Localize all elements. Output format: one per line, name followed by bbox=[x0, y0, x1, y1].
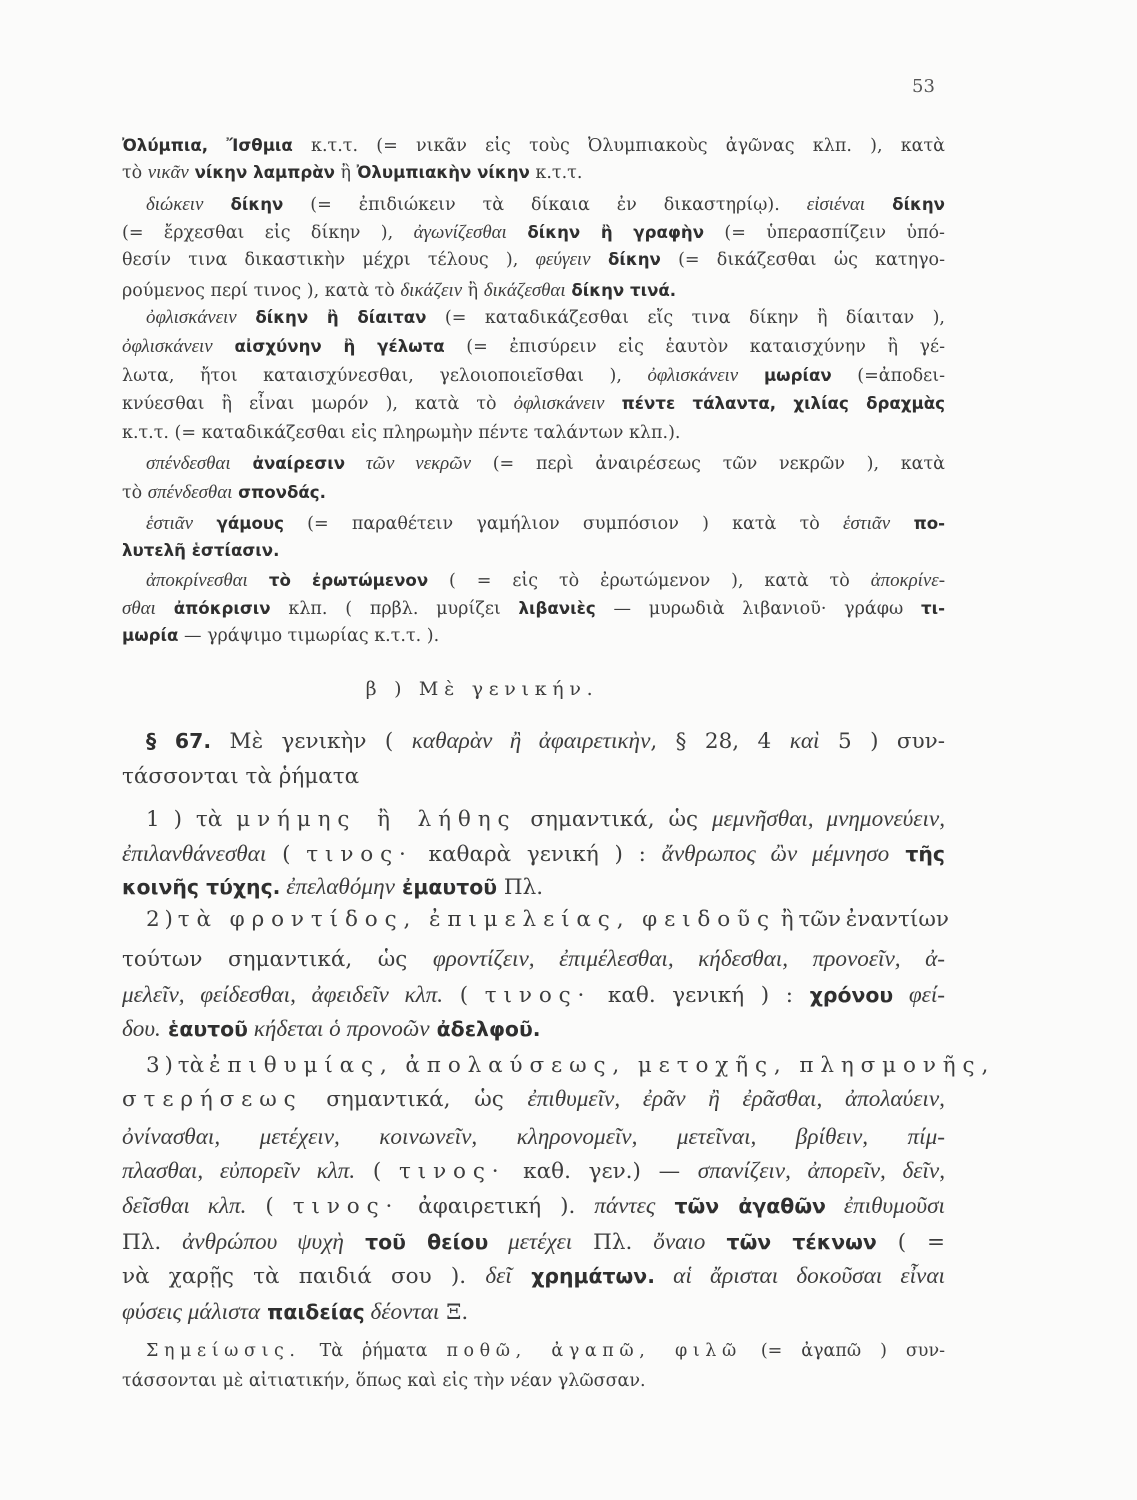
text: ( = εἰς τὸ ἐρωτώμενον ), κατὰ τὸ bbox=[428, 571, 871, 591]
text-line bbox=[122, 1193, 945, 1221]
text: ( bbox=[266, 842, 307, 867]
italic-text: εἰσιέναι bbox=[806, 194, 866, 215]
text: ἢ τῶν ἐναντίων bbox=[775, 907, 949, 932]
text-line bbox=[122, 1086, 945, 1114]
italic-text: ἐπιθυμεῖν, ἐρᾶν ἢ ἐρᾶσθαι, ἀπολαύειν, bbox=[527, 1086, 945, 1112]
text-line bbox=[146, 513, 945, 536]
italic-text: ἐπελαθόμην bbox=[280, 874, 395, 900]
text: ἀφαιρετική ). bbox=[399, 1194, 595, 1219]
text-line bbox=[122, 764, 945, 790]
spaced-text: τινος· bbox=[292, 1194, 400, 1219]
spaced-text: τινος· bbox=[399, 1159, 506, 1184]
bold-text: ἀναίρεσιν bbox=[230, 454, 346, 473]
spaced-text: μνήμης ἢ λήθης bbox=[236, 807, 517, 832]
bold-text: δίκην bbox=[590, 250, 661, 269]
section-heading: β ) Μὲ γενικήν. bbox=[365, 678, 599, 700]
bold-text: γάμους bbox=[193, 514, 284, 533]
spaced-text: τινος· bbox=[306, 842, 413, 867]
text-line bbox=[122, 280, 945, 303]
italic-text: ἐπιθυμοῦσι bbox=[825, 1193, 945, 1219]
text: — γράψιμο τιμωρίας κ.τ.τ. ). bbox=[178, 626, 440, 646]
spaced-text: ποθῶ, ἀγαπῶ, φιλῶ bbox=[446, 1341, 742, 1361]
italic-text: αἱ ἄρισται δοκοῦσαι εἶναι bbox=[654, 1263, 945, 1289]
text: ( bbox=[355, 1159, 399, 1184]
text: Πλ. bbox=[497, 875, 544, 900]
text: 1 ) τὰ bbox=[146, 807, 237, 832]
italic-text: ἐπιλανθάνεσθαι bbox=[122, 841, 267, 867]
italic-text: φεύγειν bbox=[535, 249, 591, 270]
bold-text: μωρίαν bbox=[738, 366, 832, 385]
italic-text: ἑστιᾶν bbox=[843, 513, 891, 534]
text-line bbox=[122, 626, 945, 647]
text: Πλ. bbox=[572, 1230, 654, 1255]
bold-text: δίκην τινά. bbox=[565, 281, 677, 300]
italic-text: δικάζεσθαι bbox=[483, 280, 566, 301]
text-line bbox=[146, 907, 949, 933]
text: νὰ χαρῇς τὰ παιδιά σου ). bbox=[122, 1264, 486, 1289]
bold-text: μωρία bbox=[122, 626, 179, 645]
spaced-text: ἐπιθυμίας, ἀπολαύσεως, μετοχῆς, πλησμονῆς, bbox=[208, 1053, 996, 1078]
text-line bbox=[122, 874, 945, 902]
italic-text: μελεῖν, φείδεσθαι, ἀφειδεῖν κλπ. bbox=[122, 982, 444, 1008]
text: θεσίν τινα δικαστικὴν μέχρι τέλους ), bbox=[122, 250, 536, 270]
bold-text: πο- bbox=[890, 514, 946, 533]
text: ρούμενος περί τινος ), κατὰ τὸ bbox=[122, 281, 401, 301]
text: καθαρὰ γενική ) : bbox=[412, 842, 662, 867]
italic-text: ἀνθρώπου ψυχὴ bbox=[182, 1229, 344, 1255]
bold-text: δίκην bbox=[203, 195, 284, 214]
text: (= ἐπισύρειν εἰς ἑαυτὸν καταισχύνην ἢ γέ- bbox=[444, 337, 945, 357]
text: τούτων σημαντικά, ὡς bbox=[122, 947, 433, 972]
text-line bbox=[146, 1053, 996, 1079]
bold-text: Ὀλύμπια, Ἴσθμια bbox=[122, 136, 293, 155]
spaced-text: Σημείωσις. bbox=[146, 1341, 301, 1361]
italic-text: δεῖ bbox=[485, 1263, 512, 1289]
italic-text: δέονται bbox=[364, 1299, 440, 1325]
bold-text: κοινῆς τύχης. bbox=[122, 875, 281, 899]
text: (= παραθέτειν γαμήλιον συμπόσιον ) κατὰ τὸ bbox=[283, 514, 844, 534]
text-line bbox=[146, 570, 945, 593]
italic-text: διώκειν bbox=[146, 194, 204, 215]
text: Πλ. bbox=[122, 1230, 183, 1255]
text: (= καταδικάζεσθαι εἴς τινα δίκην ἢ δίαιταν ), bbox=[426, 308, 945, 328]
text-line bbox=[122, 1016, 945, 1044]
text-line bbox=[122, 946, 945, 974]
italic-text: φεί- bbox=[893, 982, 945, 1008]
text: κλπ. ( πρβλ. μυρίζει bbox=[270, 599, 519, 619]
italic-text: ἄνθρωπος ὢν μέμνησο bbox=[661, 841, 890, 867]
text: , § 28, 4 bbox=[650, 729, 790, 754]
bold-text: τοῦ θείου bbox=[343, 1230, 489, 1254]
italic-text: ἀποκρίνεσθαι bbox=[146, 570, 248, 591]
text: (= δικάζεσθαι ὡς κατηγο- bbox=[660, 250, 945, 270]
text: Μὲ γενικὴν ( bbox=[211, 729, 412, 754]
spaced-text: τινος· bbox=[484, 983, 592, 1008]
bold-text: τῆς bbox=[889, 842, 945, 866]
italic-text: σπανίζειν, ἀπορεῖν, δεῖν, bbox=[697, 1158, 945, 1184]
text-line bbox=[122, 1299, 945, 1327]
text-line bbox=[122, 222, 945, 245]
bold-text: λιβανιὲς bbox=[518, 599, 596, 618]
bold-text: χρόνου bbox=[809, 983, 894, 1007]
text-line bbox=[122, 1124, 945, 1152]
italic-text: μετέχει bbox=[488, 1229, 573, 1255]
text: ἢ bbox=[462, 281, 484, 301]
text: (=ἀποδει- bbox=[831, 366, 945, 386]
italic-text: ἀποκρίνε- bbox=[870, 570, 946, 591]
text-line bbox=[146, 453, 945, 476]
bold-text: ἐμαυτοῦ bbox=[394, 875, 498, 899]
text-line bbox=[122, 1158, 945, 1186]
text-line bbox=[146, 307, 945, 330]
text-line bbox=[122, 162, 945, 185]
text-line bbox=[122, 982, 945, 1010]
spaced-text: στερήσεως bbox=[122, 1087, 303, 1112]
italic-text: πλασθαι, εὐπορεῖν κλπ. bbox=[122, 1158, 356, 1184]
italic-text: νικᾶν bbox=[147, 162, 189, 183]
text-line bbox=[146, 1341, 945, 1362]
italic-text: μεμνῆσθαι, μνημονεύειν, bbox=[711, 806, 946, 832]
bold-text: δίκην ἢ γραφὴν bbox=[506, 223, 705, 242]
bold-text: § 67. bbox=[146, 729, 212, 753]
italic-text: σθαι bbox=[122, 598, 156, 619]
bold-text: νίκην λαμπρὰν bbox=[188, 163, 335, 182]
italic-text: ἀγωνίζεσθαι bbox=[413, 222, 507, 243]
text-line bbox=[146, 194, 945, 217]
italic-text: καθαρὰν ἢ ἀφαιρετικὴν bbox=[411, 728, 651, 754]
text: τὸ bbox=[122, 483, 148, 503]
bold-text: λυτελῆ ἑστίασιν. bbox=[122, 541, 280, 560]
text: (= ὑπερασπίζειν ὑπό- bbox=[704, 223, 945, 243]
text-line bbox=[122, 336, 945, 359]
italic-text: κήδεται ὁ προνοῶν bbox=[247, 1016, 430, 1042]
bold-text: τὸ ἐρωτώμενον bbox=[247, 571, 429, 590]
text: 3 ) τὰ bbox=[146, 1053, 209, 1078]
bold-text: πέντε τάλαντα, χιλίας δραχμὰς bbox=[604, 394, 945, 413]
italic-text: ὀφλισκάνειν bbox=[122, 336, 213, 357]
bold-text: δίκην bbox=[865, 195, 945, 214]
text: (= ἔρχεσθαι εἰς δίκην ), bbox=[122, 223, 414, 243]
bold-text: αἰσχύνην ἢ γέλωτα bbox=[212, 337, 445, 356]
text: καθ. γενική ) : bbox=[591, 983, 810, 1008]
text: κ.τ.τ. (= νικᾶν εἰς τοὺς Ὀλυμπιακοὺς ἀγῶνας κλπ. ), κατὰ bbox=[292, 136, 945, 156]
text-line bbox=[122, 598, 945, 621]
bold-text: ἀδελφοῦ. bbox=[429, 1017, 541, 1041]
text: (= ἐπιδιώκειν τὰ δίκαια ἐν δικαστηρίῳ). bbox=[283, 195, 807, 215]
text: ( = bbox=[876, 1230, 945, 1255]
italic-text: φροντίζειν, ἐπιμέλεσθαι, κήδεσθαι, προνοεῖν, ἀ- bbox=[432, 946, 946, 972]
text: ( bbox=[443, 983, 485, 1008]
text: Τὰ ῥήματα bbox=[300, 1341, 447, 1361]
italic-text: πάντες bbox=[594, 1193, 656, 1219]
italic-text: τῶν νεκρῶν bbox=[345, 453, 471, 474]
bold-text: τι- bbox=[921, 599, 946, 618]
italic-text: δικάζειν bbox=[400, 280, 463, 301]
bold-text: Ὀλυμπιακὴν νίκην bbox=[356, 163, 530, 182]
italic-text: δεῖσθαι κλπ. bbox=[122, 1193, 247, 1219]
text-line bbox=[122, 541, 945, 562]
text: ( bbox=[246, 1194, 293, 1219]
text: σημαντικά, ὡς bbox=[302, 1087, 528, 1112]
bold-text: τῶν τέκνων bbox=[705, 1230, 877, 1254]
text-line bbox=[122, 249, 945, 272]
italic-text: ὀνίνασθαι, μετέχειν, κοινωνεῖν, κληρονομεῖν, μετεῖναι, βρίθειν, πίμ- bbox=[122, 1124, 945, 1150]
italic-text: ὀφλισκάνειν bbox=[647, 365, 739, 386]
bold-text: σπονδάς. bbox=[232, 483, 326, 502]
text: Ξ. bbox=[439, 1300, 469, 1325]
text-line bbox=[122, 423, 945, 444]
text: 2 ) bbox=[146, 907, 178, 932]
text: ἢ bbox=[334, 163, 357, 183]
italic-text: σπένδεσθαι bbox=[147, 482, 233, 503]
bold-text: παιδείας bbox=[260, 1300, 365, 1324]
text-line bbox=[122, 136, 945, 157]
text: λωτα, ἤτοι καταισχύνεσθαι, γελοιοποιεῖσθαι ), bbox=[122, 366, 648, 386]
text: καθ. γεν.) — bbox=[505, 1159, 698, 1184]
text-line bbox=[122, 393, 945, 416]
italic-text: καὶ bbox=[789, 728, 820, 754]
bold-text: ἀπόκρισιν bbox=[155, 599, 271, 618]
text-line bbox=[122, 1263, 945, 1291]
text-line bbox=[146, 806, 945, 834]
text: τάσσονται μὲ αἰτιατικήν, ὅπως καὶ εἰς τὴν νέαν γλῶσσαν. bbox=[122, 1371, 646, 1391]
text: 5 ) συν- bbox=[819, 729, 946, 754]
italic-text: φύσεις μάλιστα bbox=[122, 1299, 261, 1325]
bold-text: χρημάτων. bbox=[511, 1264, 655, 1288]
italic-text: ὀφλισκάνειν bbox=[146, 307, 237, 328]
bold-text: τῶν ἀγαθῶν bbox=[655, 1194, 826, 1218]
text-line bbox=[122, 841, 945, 869]
page-number: 53 bbox=[912, 76, 935, 97]
text: (= περὶ ἀναιρέσεως τῶν νεκρῶν ), κατὰ bbox=[470, 454, 945, 474]
text: (= ἀγαπῶ ) συν- bbox=[741, 1341, 945, 1361]
text: σημαντικά, ὡς bbox=[516, 807, 712, 832]
text: τάσσονται τὰ ῥήματα bbox=[122, 764, 360, 789]
text: κ.τ.τ. bbox=[529, 163, 583, 183]
spaced-text: τὰ φροντίδος, ἐπιμελείας, φειδοῦς bbox=[177, 907, 776, 932]
text-line bbox=[122, 482, 945, 505]
italic-text: ἑστιᾶν bbox=[146, 513, 194, 534]
text: τὸ bbox=[122, 163, 148, 183]
italic-text: ὀφλισκάνειν bbox=[513, 393, 605, 414]
italic-text: σπένδεσθαι bbox=[146, 453, 231, 474]
text: κ.τ.τ. (= καταδικάζεσθαι εἰς πληρωμὴν πέντε ταλάντων κλπ.). bbox=[122, 423, 681, 443]
text: κνύεσθαι ἢ εἶναι μωρόν ), κατὰ τὸ bbox=[122, 394, 514, 414]
bold-text: ἑαυτοῦ bbox=[160, 1017, 248, 1041]
text-line bbox=[122, 1371, 945, 1392]
text-line bbox=[122, 365, 945, 388]
text-line bbox=[146, 728, 945, 756]
text-line bbox=[122, 1229, 945, 1257]
text: — μυρωδιὰ λιβανιοῦ· γράφω bbox=[595, 599, 922, 619]
italic-text: ὄναιο bbox=[653, 1229, 706, 1255]
italic-text: δου. bbox=[122, 1016, 161, 1042]
bold-text: δίκην ἢ δίαιταν bbox=[236, 308, 427, 327]
